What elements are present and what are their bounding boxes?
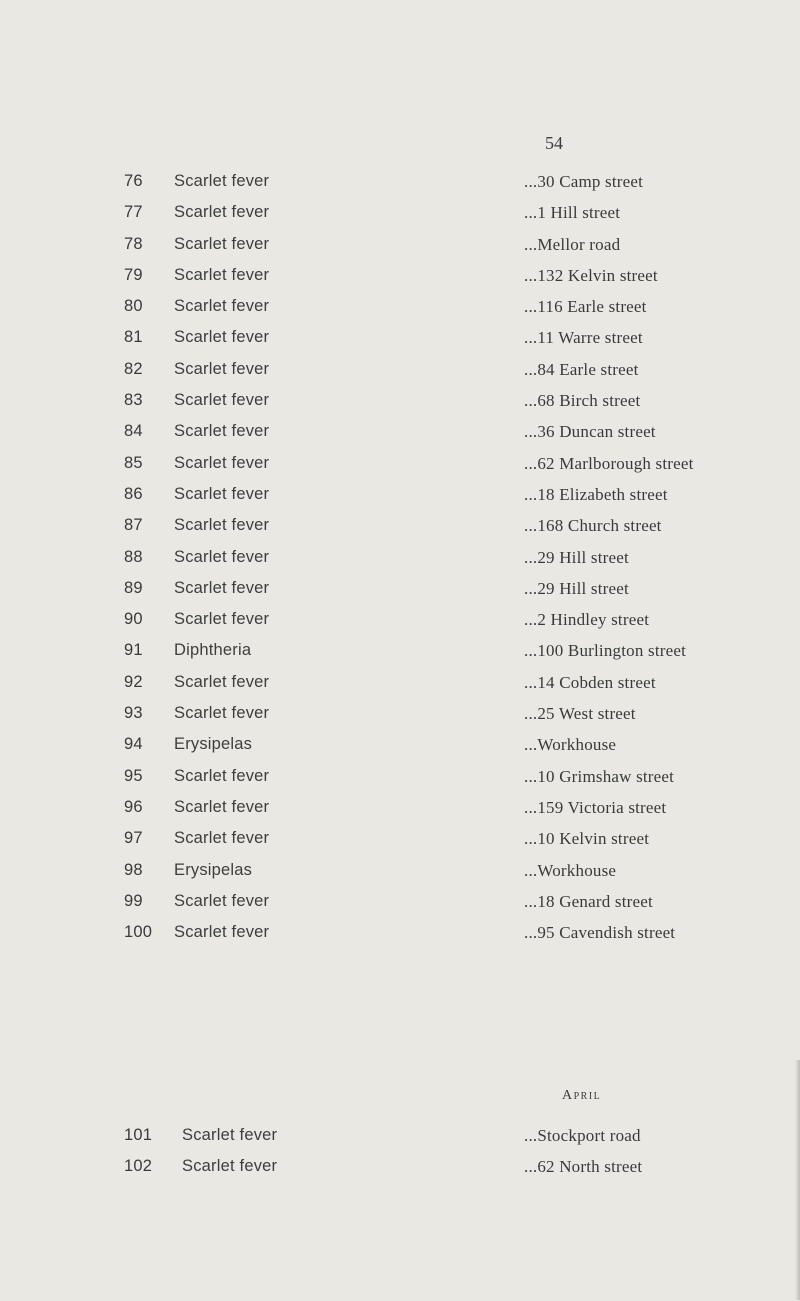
case-number: 101	[124, 1126, 153, 1144]
case-number: 87	[124, 516, 143, 535]
case-row	[124, 516, 774, 547]
case-row	[124, 579, 774, 610]
case-row	[124, 735, 774, 766]
case-disease: Scarlet fever	[174, 391, 270, 410]
case-address: ...168 Church street	[524, 516, 662, 536]
case-disease: Scarlet fever	[174, 891, 270, 910]
case-disease: Scarlet fever	[174, 516, 270, 535]
case-address: ...2 Hindley street	[524, 610, 650, 630]
case-address: ...10 Grimshaw street	[524, 766, 675, 786]
case-row	[124, 610, 774, 641]
case-number: 98	[124, 860, 143, 879]
case-address: ...95 Cavendish street	[524, 923, 676, 943]
case-row	[124, 767, 774, 798]
case-row	[124, 360, 774, 391]
case-disease: Scarlet fever	[174, 797, 270, 816]
case-address: ...132 Kelvin street	[524, 265, 658, 285]
case-address: ...Workhouse	[524, 860, 617, 880]
case-list	[124, 172, 774, 954]
case-number: 92	[124, 672, 143, 691]
case-disease: Scarlet fever	[174, 172, 270, 190]
case-number: 76	[124, 172, 143, 190]
case-number: 102	[124, 1157, 153, 1176]
case-row	[124, 673, 774, 704]
case-row	[124, 328, 774, 359]
case-address: ...100 Burlington street	[524, 641, 687, 661]
case-address: ...Mellor road	[524, 234, 621, 254]
case-address: ...29 Hill street	[524, 578, 629, 598]
case-address: ...84 Earle street	[524, 359, 639, 379]
case-row	[124, 485, 774, 516]
case-number: 100	[124, 923, 153, 942]
case-number: 95	[124, 766, 143, 785]
case-number: 80	[124, 297, 143, 316]
case-disease: Scarlet fever	[174, 923, 270, 942]
case-disease: Scarlet fever	[174, 484, 270, 503]
case-number: 90	[124, 610, 143, 629]
case-row	[124, 391, 774, 422]
case-number: 96	[124, 797, 143, 816]
case-number: 86	[124, 484, 143, 503]
case-number: 78	[124, 234, 143, 253]
case-address: ...68 Birch street	[524, 391, 641, 411]
case-address: ...10 Kelvin street	[524, 829, 650, 849]
case-address: ...36 Duncan street	[524, 422, 656, 442]
case-number: 82	[124, 359, 143, 378]
case-address: ...14 Cobden street	[524, 672, 656, 692]
case-disease: Erysipelas	[174, 735, 253, 754]
case-number: 97	[124, 829, 143, 848]
case-address: ...116 Earle street	[524, 297, 647, 317]
case-row	[124, 923, 774, 954]
case-row	[124, 266, 774, 297]
case-row	[124, 297, 774, 328]
case-disease: Scarlet fever	[174, 704, 270, 723]
case-disease: Scarlet fever	[174, 610, 270, 629]
case-row	[124, 172, 774, 203]
case-row	[124, 798, 774, 829]
case-number: 77	[124, 203, 143, 222]
case-disease: Scarlet fever	[174, 766, 270, 785]
case-number: 79	[124, 265, 143, 284]
case-address: ...11 Warre street	[524, 328, 643, 348]
case-number: 89	[124, 578, 143, 597]
case-disease: Scarlet fever	[174, 328, 270, 347]
case-number: 83	[124, 391, 143, 410]
case-address: ...62 Marlborough street	[524, 453, 694, 473]
case-number: 81	[124, 328, 143, 347]
case-number: 91	[124, 641, 143, 660]
case-address: ...Workhouse	[524, 735, 617, 755]
case-row	[124, 235, 774, 266]
case-address: ...18 Genard street	[524, 891, 653, 911]
case-disease: Scarlet fever	[182, 1157, 278, 1176]
case-row	[124, 892, 774, 923]
case-address: ...62 North street	[524, 1157, 643, 1177]
case-row	[124, 422, 774, 453]
case-address: ...Stockport road	[524, 1126, 641, 1145]
case-disease: Diphtheria	[174, 641, 252, 660]
case-disease: Scarlet fever	[174, 672, 270, 691]
case-address: ...159 Victoria street	[524, 797, 667, 817]
case-number: 88	[124, 547, 143, 566]
case-number: 85	[124, 453, 143, 472]
case-disease: Scarlet fever	[174, 422, 270, 441]
case-address: ...30 Camp street	[524, 172, 644, 191]
case-disease: Scarlet fever	[174, 547, 270, 566]
case-row	[124, 1157, 774, 1188]
case-disease: Erysipelas	[174, 860, 253, 879]
case-row	[124, 829, 774, 860]
case-disease: Scarlet fever	[174, 578, 270, 597]
case-row	[124, 704, 774, 735]
case-disease: Scarlet fever	[182, 1126, 278, 1144]
page-number: 54	[545, 133, 563, 153]
case-disease: Scarlet fever	[174, 359, 270, 378]
case-disease: Scarlet fever	[174, 297, 270, 316]
case-row	[124, 203, 774, 234]
case-number: 84	[124, 422, 143, 441]
case-row	[124, 861, 774, 892]
case-row	[124, 548, 774, 579]
case-number: 93	[124, 704, 143, 723]
case-disease: Scarlet fever	[174, 203, 270, 222]
case-disease: Scarlet fever	[174, 265, 270, 284]
page-edge-shadow	[795, 1060, 800, 1300]
case-address: ...29 Hill street	[524, 547, 629, 567]
case-row	[124, 641, 774, 672]
case-number: 94	[124, 735, 143, 754]
case-address: ...1 Hill street	[524, 203, 621, 223]
case-number: 99	[124, 891, 143, 910]
case-list-april	[124, 1126, 774, 1189]
case-address: ...18 Elizabeth street	[524, 484, 668, 504]
case-row	[124, 454, 774, 485]
case-disease: Scarlet fever	[174, 234, 270, 253]
case-disease: Scarlet fever	[174, 829, 270, 848]
case-disease: Scarlet fever	[174, 453, 270, 472]
case-row	[124, 1126, 774, 1157]
section-heading-april: April	[562, 1088, 602, 1103]
case-address: ...25 West street	[524, 704, 636, 724]
